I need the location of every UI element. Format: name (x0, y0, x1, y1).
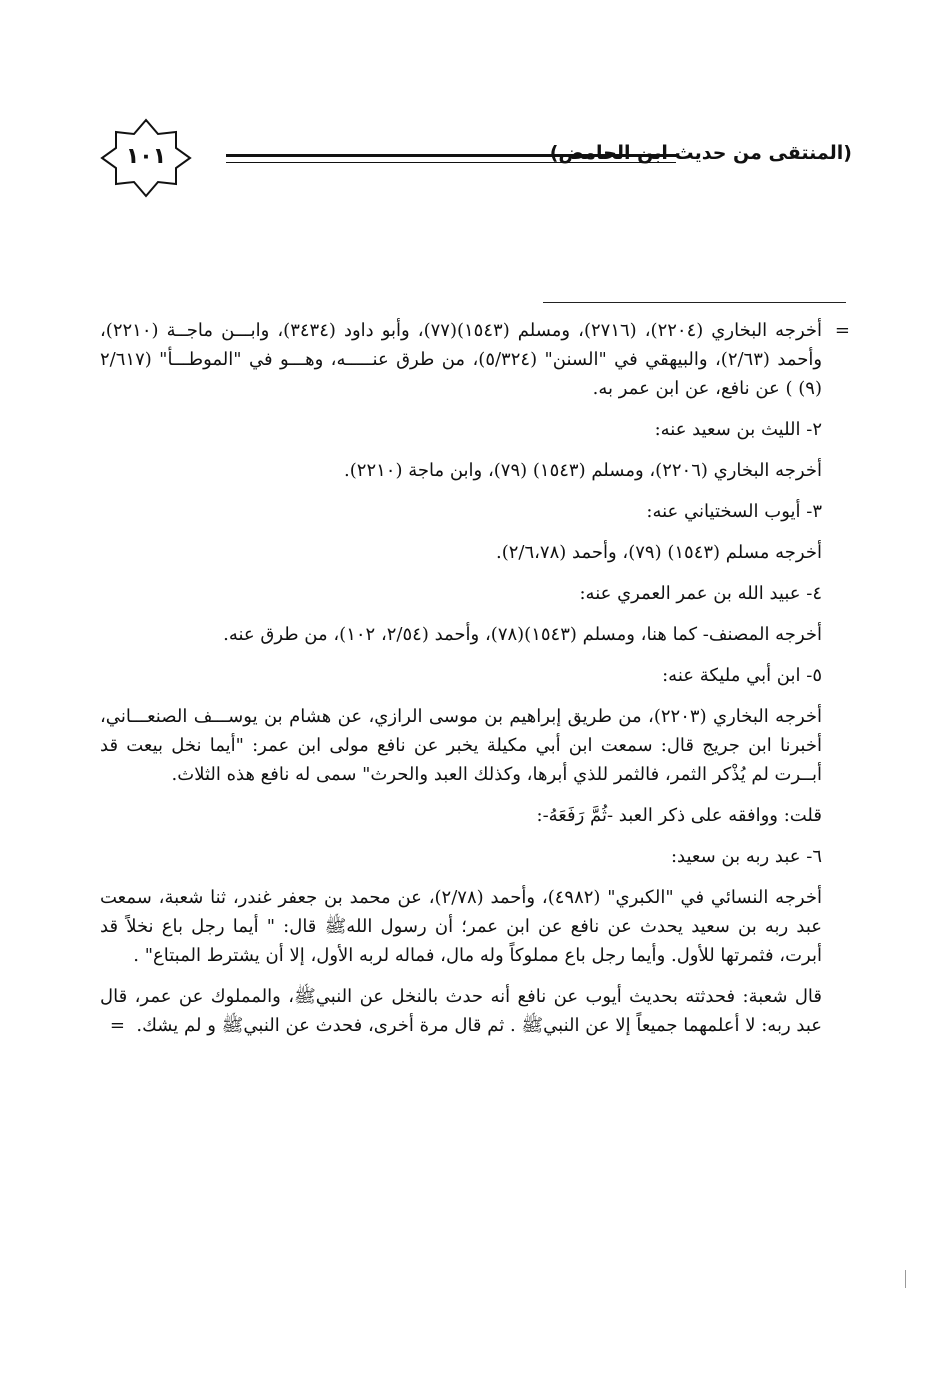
running-title: (المنتقى من حديث ابن الحامض) (549, 142, 852, 164)
narrator-heading: ٥- ابن أبي مليكة عنه: (662, 665, 822, 686)
footnote-paragraph (100, 982, 822, 1040)
continuation-mark: = (834, 320, 850, 341)
page-number-badge (100, 118, 192, 198)
margin-tick (905, 1270, 906, 1288)
footnote-paragraph: أخرجه مسلم (١٥٤٣) (٧٩)، وأحمد (٢/٦،٧٨). (495, 542, 822, 563)
page-number: ١٠١ (125, 144, 167, 169)
narrator-heading: ٢- الليث بن سعيد عنه: (654, 419, 822, 440)
end-continuation-mark: = (109, 1015, 125, 1036)
footnote-paragraph: أخرجه المصنف- كما هنا، ومسلم (١٥٤٣)(٧٨)، وأحمد (٢/٥٤، ١٠٢)، من طرق عنه. (223, 624, 822, 645)
narrator-heading: ٦- عبد ربه بن سعيد: (670, 846, 822, 867)
narrator-heading: ٤- عبيد الله بن عمر العمري عنه: (579, 583, 822, 604)
footnote-paragraph: أخرجه النسائي في "الكبري" (٤٩٨٢)، وأحمد (٢/٧٨)، عن محمد بن جعفر غندر، ثنا شعبة، سمعت عبد ربه بن سعيد يحدث عن نافع عن ابن عمر؛ أن رسول اللهﷺ قال: " أيما رجل باع نخلاً قد أبرت، فثمرتها للأول. وأيما رجل باع مملوكاً وله مال، فماله لربه الأول، إلا أن يشترط المبتاع" . (100, 887, 822, 966)
narrator-heading: ٣- أيوب السختياني عنه: (646, 501, 822, 522)
footnote-remark: قلت: ووافقه على ذكر العبد -ثُمَّ رَفَعَهُ-: (536, 805, 822, 826)
footnote-paragraph: أخرجه البخاري (٢٢٠٦)، ومسلم (١٥٤٣) (٧٩)، وابن ماجة (٢٢١٠). (344, 460, 822, 481)
footnote-paragraph: أخرجه البخاري (٢٢٠٤)، (٢٧١٦)، ومسلم (١٥٤٣)(٧٧)، وأبو داود (٣٤٣٤)، وابـــن ماجــة (٢٢١٠)، وأحمد (٢/٦٣)، والبيهقي في "السنن" (٥/٣٢٤)، من طرق عنـــــه، وهـــو في "الموطـــأ" (٢/٦١٧ (٩) ) عن نافع، عن ابن عمر به. (100, 320, 823, 399)
footnote-separator (543, 302, 846, 303)
running-header (100, 118, 852, 198)
footnote-body (100, 316, 850, 1052)
footnote-text: قال شعبة: فحدثته بحديث أيوب عن نافع أنه حدث بالنخل عن النبيﷺ، والمملوك عن عمر، قال عبد ربه: لا أعلمهما جميعاً إلا عن النبيﷺ . ثم قال مرة أخرى، فحدث عن النبيﷺ و لم يشك. (100, 986, 822, 1036)
footnote-paragraph: أخرجه البخاري (٢٢٠٣)، من طريق إبراهيم بن موسى الرازي، عن هشام بن يوســـف الصنعـــاني، أخبرنا ابن جريج قال: سمعت ابن أبي مكيلة يخبر عن نافع مولى ابن عمر: "أيما نخل بيعت قد أبــرت لم يُذْكر الثمر، فالثمر للذي أبرها، وكذلك العبد والحرث" سمى له نافع هذه الثلاث. (100, 706, 823, 785)
